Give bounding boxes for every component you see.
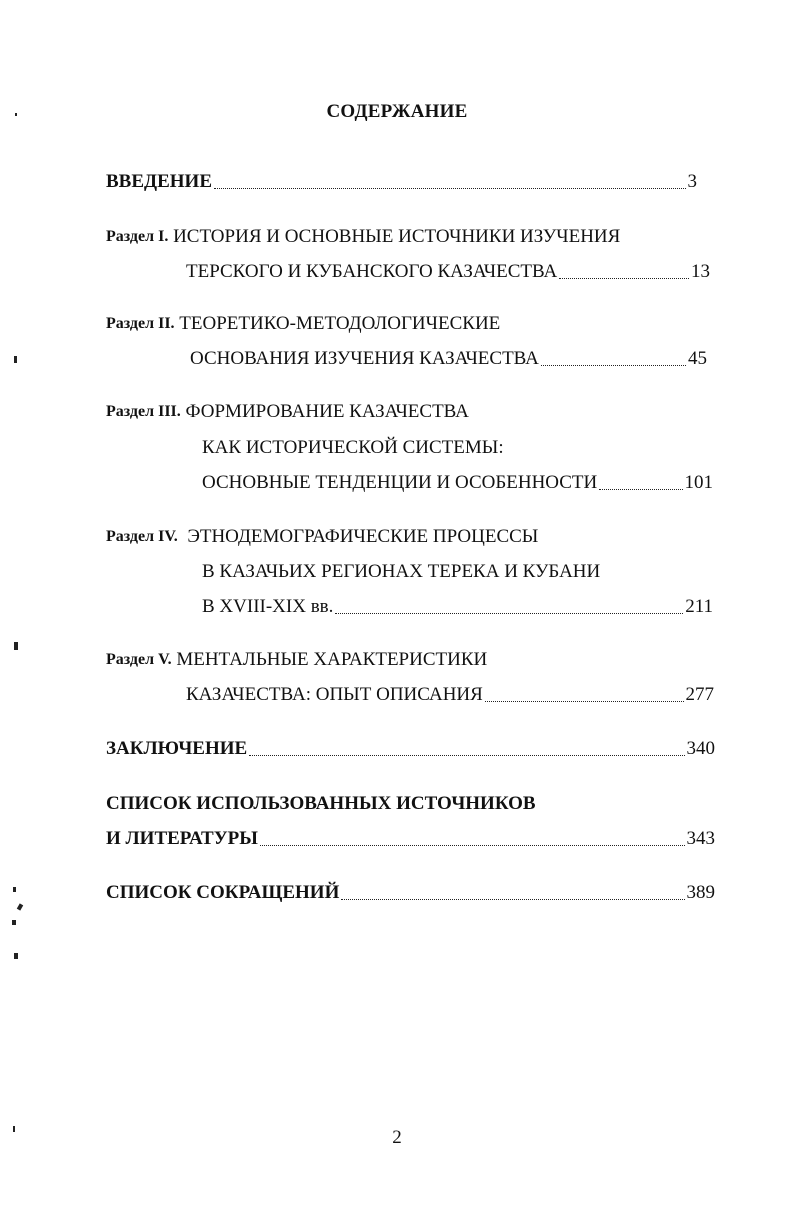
toc-page-number: 211 [685, 596, 713, 617]
toc-section-4-heading [106, 525, 538, 549]
section-label: Раздел V. [106, 651, 172, 668]
scan-speck [15, 113, 17, 116]
toc-section-2-entry [190, 347, 707, 371]
section-title-line3: ОСНОВНЫЕ ТЕНДЕНЦИИ И ОСОБЕННОСТИ [202, 472, 598, 493]
toc-entry-conclusion [106, 737, 715, 761]
toc-entry-sources-heading [106, 792, 536, 816]
toc-section-3-heading [106, 400, 469, 424]
toc-section-5-entry [186, 683, 714, 707]
section-title-line2: В КАЗАЧЬИХ РЕГИОНАХ ТЕРЕКА И КУБАНИ [202, 561, 601, 582]
toc-section-1-heading [106, 225, 620, 249]
dot-leader [341, 899, 684, 900]
scan-speck [12, 920, 16, 925]
section-label: Раздел I. [106, 228, 169, 245]
toc-page-number: 13 [691, 261, 710, 282]
section-label: Раздел IV. [106, 528, 178, 545]
section-title-line1: ЭТНОДЕМОГРАФИЧЕСКИЕ ПРОЦЕССЫ [187, 526, 539, 547]
toc-entry-title: СПИСОК СОКРАЩЕНИЙ [106, 882, 340, 903]
toc-entry-title-line2: И ЛИТЕРАТУРЫ [106, 828, 258, 849]
dot-leader [559, 278, 689, 279]
toc-section-2-heading [106, 312, 500, 336]
dot-leader [214, 188, 686, 189]
toc-page-number: 343 [686, 828, 715, 849]
toc-section-1-entry [186, 260, 710, 284]
scan-speck [14, 642, 18, 650]
section-label: Раздел III. [106, 403, 181, 420]
toc-section-4-line2 [202, 560, 600, 584]
dot-leader [260, 845, 685, 846]
toc-page-number: 389 [686, 882, 715, 903]
section-title-line2: ОСНОВАНИЯ ИЗУЧЕНИЯ КАЗАЧЕСТВА [190, 348, 539, 369]
toc-page-number: 101 [684, 472, 713, 493]
section-label: Раздел II. [106, 315, 175, 332]
toc-section-5-heading [106, 648, 487, 672]
toc-entry-sources [106, 827, 715, 851]
section-title-line2: ТЕРСКОГО И КУБАНСКОГО КАЗАЧЕСТВА [186, 261, 558, 282]
section-title-line1: ТЕОРЕТИКО-МЕТОДОЛОГИЧЕСКИЕ [179, 313, 501, 334]
section-title-line1: МЕНТАЛЬНЫЕ ХАРАКТЕРИСТИКИ [176, 649, 488, 670]
scan-speck [14, 953, 18, 959]
toc-entry-title: ВВЕДЕНИЕ [106, 171, 212, 192]
page-title: СОДЕРЖАНИЕ [326, 101, 468, 122]
dot-leader [335, 613, 683, 614]
section-title-line2: КАЗАЧЕСТВА: ОПЫТ ОПИСАНИЯ [186, 684, 483, 705]
dot-leader [599, 489, 682, 490]
section-title-line1: ИСТОРИЯ И ОСНОВНЫЕ ИСТОЧНИКИ ИЗУЧЕНИЯ [173, 226, 621, 247]
section-title-line2: КАК ИСТОРИЧЕСКОЙ СИСТЕМЫ: [202, 437, 504, 458]
toc-page-number: 3 [687, 171, 697, 192]
dot-leader [541, 365, 686, 366]
scan-speck [14, 356, 17, 363]
toc-page-number: 340 [686, 738, 715, 759]
toc-entry-title: СПИСОК ИСПОЛЬЗОВАННЫХ ИСТОЧНИКОВ [106, 793, 536, 814]
toc-entry-abbreviations [106, 881, 715, 905]
section-title-line3: В XVIII-XIX вв. [202, 596, 334, 617]
dot-leader [249, 755, 684, 756]
toc-entry-introduction [106, 170, 697, 194]
page-number: 2 [392, 1127, 402, 1148]
scan-speck [13, 887, 16, 892]
scan-speck [17, 903, 23, 910]
toc-page-number: 45 [688, 348, 707, 369]
section-title-line1: ФОРМИРОВАНИЕ КАЗАЧЕСТВА [185, 401, 469, 422]
dot-leader [485, 701, 684, 702]
toc-section-3-line2 [202, 436, 504, 460]
toc-entry-title: ЗАКЛЮЧЕНИЕ [106, 738, 248, 759]
toc-section-3-entry [202, 471, 713, 495]
toc-page-number: 277 [685, 684, 714, 705]
scan-speck [13, 1126, 15, 1132]
toc-section-4-entry [202, 595, 713, 619]
